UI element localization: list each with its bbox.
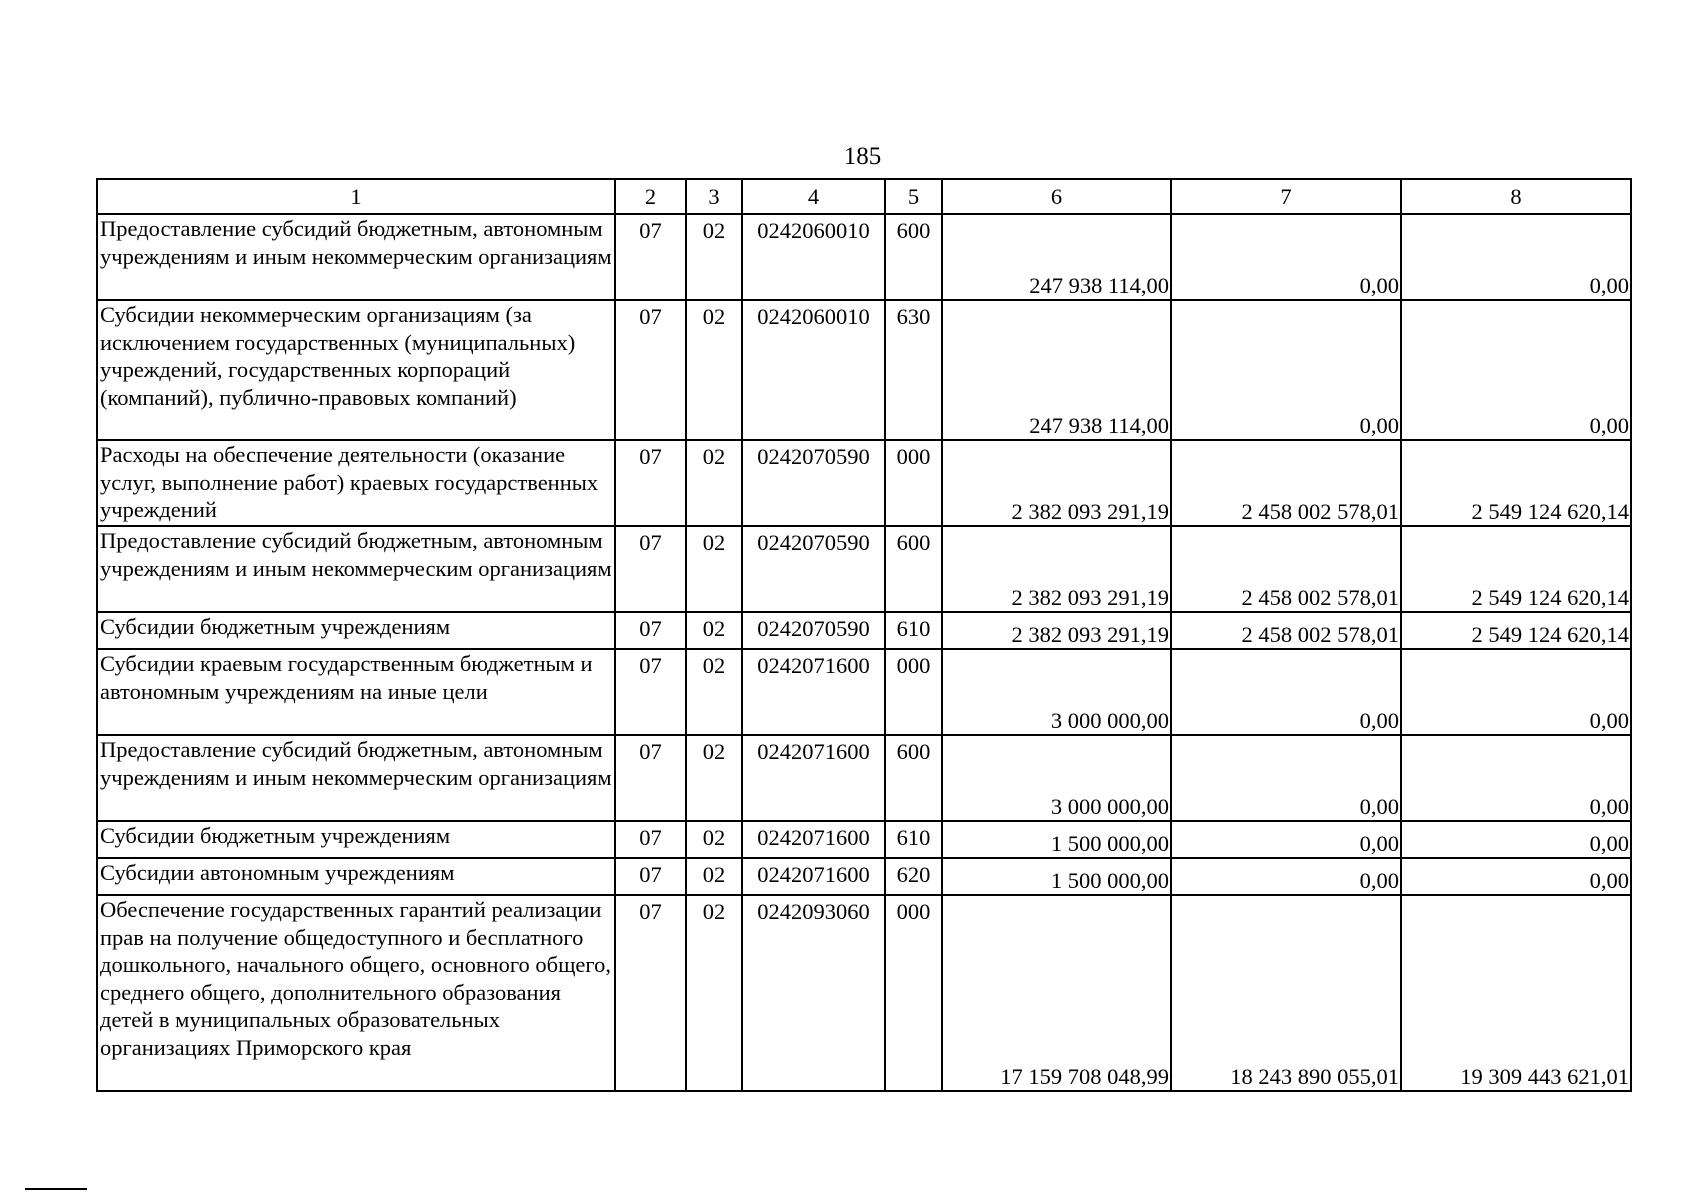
column-header: 8 <box>1401 179 1631 214</box>
amount-col-8: 0,00 <box>1401 858 1631 895</box>
row-name: Предоставление субсидий бюджетным, автономным учреждениям и иным некоммерческим организациям <box>97 526 615 612</box>
footer-rule <box>25 1188 87 1190</box>
row-name: Обеспечение государственных гарантий реализации прав на получение общедоступного и бесплатного дошкольного, начального общего, основного общего, среднего общего, дополнительного образования детей в муниципальных образовательных организациях Приморского края <box>97 895 615 1091</box>
table-row <box>97 440 1631 526</box>
table-row <box>97 526 1631 612</box>
amount-col-6: 1 500 000,00 <box>942 821 1171 858</box>
amount-col-8: 0,00 <box>1401 214 1631 300</box>
section-code: 07 <box>615 300 686 440</box>
target-article-code: 0242070590 <box>742 526 885 612</box>
table-header-row <box>97 179 1631 214</box>
section-code: 07 <box>615 440 686 526</box>
section-code: 07 <box>615 214 686 300</box>
row-name: Предоставление субсидий бюджетным, автономным учреждениям и иным некоммерческим организациям <box>97 214 615 300</box>
table-row <box>97 612 1631 649</box>
column-header: 7 <box>1171 179 1401 214</box>
section-code: 07 <box>615 858 686 895</box>
target-article-code: 0242071600 <box>742 821 885 858</box>
amount-col-8: 0,00 <box>1401 735 1631 821</box>
amount-col-6: 2 382 093 291,19 <box>942 440 1171 526</box>
column-header: 2 <box>615 179 686 214</box>
section-code: 07 <box>615 649 686 735</box>
target-article-code: 0242071600 <box>742 858 885 895</box>
amount-col-6: 2 382 093 291,19 <box>942 526 1171 612</box>
expense-type-code: 610 <box>885 612 942 649</box>
target-article-code: 0242070590 <box>742 440 885 526</box>
amount-col-6: 3 000 000,00 <box>942 649 1171 735</box>
row-name: Субсидии некоммерческим организациям (за исключением государственных (муниципальных) учреждений, государственных корпораций (компаний), публично-правовых компаний) <box>97 300 615 440</box>
table-row <box>97 735 1631 821</box>
column-header: 4 <box>742 179 885 214</box>
amount-col-6: 2 382 093 291,19 <box>942 612 1171 649</box>
amount-col-7: 2 458 002 578,01 <box>1171 612 1401 649</box>
subsection-code: 02 <box>686 821 742 858</box>
amount-col-8: 2 549 124 620,14 <box>1401 440 1631 526</box>
amount-col-6: 17 159 708 048,99 <box>942 895 1171 1091</box>
subsection-code: 02 <box>686 440 742 526</box>
expense-type-code: 620 <box>885 858 942 895</box>
row-name: Субсидии автономным учреждениям <box>97 858 615 895</box>
amount-col-6: 1 500 000,00 <box>942 858 1171 895</box>
expense-type-code: 610 <box>885 821 942 858</box>
amount-col-8: 19 309 443 621,01 <box>1401 895 1631 1091</box>
amount-col-7: 18 243 890 055,01 <box>1171 895 1401 1091</box>
amount-col-8: 0,00 <box>1401 300 1631 440</box>
amount-col-7: 0,00 <box>1171 214 1401 300</box>
amount-col-8: 2 549 124 620,14 <box>1401 526 1631 612</box>
section-code: 07 <box>615 612 686 649</box>
table-row <box>97 300 1631 440</box>
table-row <box>97 895 1631 1091</box>
amount-col-6: 3 000 000,00 <box>942 735 1171 821</box>
column-header: 1 <box>97 179 615 214</box>
subsection-code: 02 <box>686 735 742 821</box>
section-code: 07 <box>615 526 686 612</box>
row-name: Субсидии бюджетным учреждениям <box>97 821 615 858</box>
expense-type-code: 600 <box>885 735 942 821</box>
expense-type-code: 000 <box>885 649 942 735</box>
expense-type-code: 600 <box>885 526 942 612</box>
column-header: 6 <box>942 179 1171 214</box>
subsection-code: 02 <box>686 612 742 649</box>
target-article-code: 0242060010 <box>742 300 885 440</box>
row-name: Расходы на обеспечение деятельности (оказание услуг, выполнение работ) краевых государственных учреждений <box>97 440 615 526</box>
amount-col-8: 0,00 <box>1401 649 1631 735</box>
amount-col-7: 0,00 <box>1171 649 1401 735</box>
subsection-code: 02 <box>686 858 742 895</box>
amount-col-6: 247 938 114,00 <box>942 300 1171 440</box>
subsection-code: 02 <box>686 300 742 440</box>
amount-col-7: 2 458 002 578,01 <box>1171 440 1401 526</box>
amount-col-8: 2 549 124 620,14 <box>1401 612 1631 649</box>
amount-col-7: 2 458 002 578,01 <box>1171 526 1401 612</box>
table-row <box>97 821 1631 858</box>
section-code: 07 <box>615 895 686 1091</box>
subsection-code: 02 <box>686 895 742 1091</box>
row-name: Субсидии краевым государственным бюджетным и автономным учреждениям на иные цели <box>97 649 615 735</box>
expense-type-code: 600 <box>885 214 942 300</box>
row-name: Субсидии бюджетным учреждениям <box>97 612 615 649</box>
section-code: 07 <box>615 821 686 858</box>
table-row <box>97 858 1631 895</box>
target-article-code: 0242071600 <box>742 735 885 821</box>
target-article-code: 0242093060 <box>742 895 885 1091</box>
table-row <box>97 649 1631 735</box>
amount-col-8: 0,00 <box>1401 821 1631 858</box>
target-article-code: 0242070590 <box>742 612 885 649</box>
expense-type-code: 630 <box>885 300 942 440</box>
expense-type-code: 000 <box>885 895 942 1091</box>
budget-table <box>96 178 1632 1092</box>
target-article-code: 0242071600 <box>742 649 885 735</box>
expense-type-code: 000 <box>885 440 942 526</box>
amount-col-7: 0,00 <box>1171 735 1401 821</box>
target-article-code: 0242060010 <box>742 214 885 300</box>
page-number: 185 <box>843 143 882 170</box>
amount-col-7: 0,00 <box>1171 858 1401 895</box>
subsection-code: 02 <box>686 214 742 300</box>
column-header: 5 <box>885 179 942 214</box>
column-header: 3 <box>686 179 742 214</box>
amount-col-7: 0,00 <box>1171 821 1401 858</box>
subsection-code: 02 <box>686 526 742 612</box>
section-code: 07 <box>615 735 686 821</box>
amount-col-7: 0,00 <box>1171 300 1401 440</box>
subsection-code: 02 <box>686 649 742 735</box>
amount-col-6: 247 938 114,00 <box>942 214 1171 300</box>
row-name: Предоставление субсидий бюджетным, автономным учреждениям и иным некоммерческим организациям <box>97 735 615 821</box>
table-row <box>97 214 1631 300</box>
